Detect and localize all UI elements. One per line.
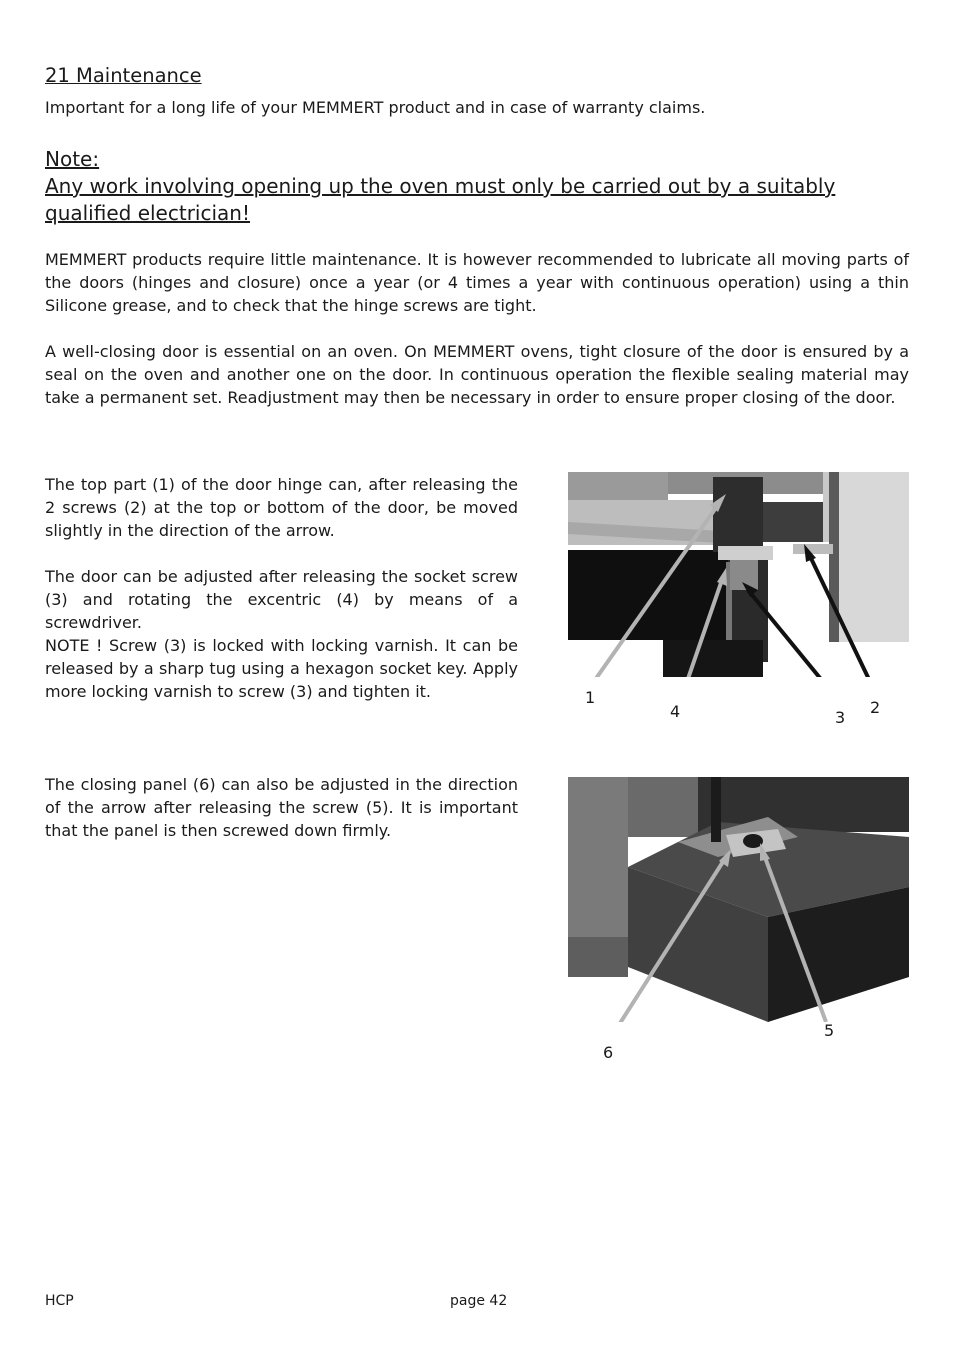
hinge-figure [568,472,909,677]
footer-model: HCP [45,1293,74,1309]
note-heading: Note: [45,147,100,171]
callout-4: 4 [670,702,681,721]
hinge-illustration [568,472,909,677]
callout-5: 5 [824,1021,835,1040]
section-title: 21 Maintenance [45,64,202,87]
panel-illustration [568,777,909,1022]
hinge-text-2: The door can be adjusted after releasing the socket screw (3) and rotating the excentric (4) by means of a screwdriver. [45,567,518,632]
note-text: Any work involving opening up the oven must only be carried out by a suitably qualified electrician! [45,174,836,225]
intro-text: Important for a long life of your MEMMERT product and in case of warranty claims. [45,98,706,117]
callout-1: 1 [585,688,596,707]
panel-figure [568,777,909,1022]
maintenance-paragraph-1: MEMMERT products require little maintenance. It is however recommended to lubricate all moving parts of the doors (hinges and closure) once a year (or 4 times a year with continuous operation) using a thin Silicone grease, and to check that the hinge screws are tight. [45,250,909,315]
maintenance-paragraph-2: A well-closing door is essential on an oven. On MEMMERT ovens, tight closure of the door is ensured by a seal on the oven and another one on the door. In continuous operation the flexible sealing material may take a permanent set. Readjustment may then be necessary in order to ensure proper closing of the door. [45,342,909,407]
warning-note [45,146,911,227]
hinge-text-2-block [45,565,518,703]
page-number: page 42 [450,1293,508,1309]
callout-3: 3 [835,708,846,727]
hinge-note: NOTE ! Screw (3) is locked with locking varnish. It can be released by a sharp tug using a hexagon socket key. Apply more locking varnish to screw (3) and tighten it. [45,636,518,701]
hinge-text-1: The top part (1) of the door hinge can, after releasing the 2 screws (2) at the top or bottom of the door, be moved slightly in the direction of the arrow. [45,475,518,540]
callout-6: 6 [603,1043,614,1062]
panel-text: The closing panel (6) can also be adjusted in the direction of the arrow after releasing the screw (5). It is important that the panel is then screwed down firmly. [45,775,518,840]
callout-2: 2 [870,698,881,717]
